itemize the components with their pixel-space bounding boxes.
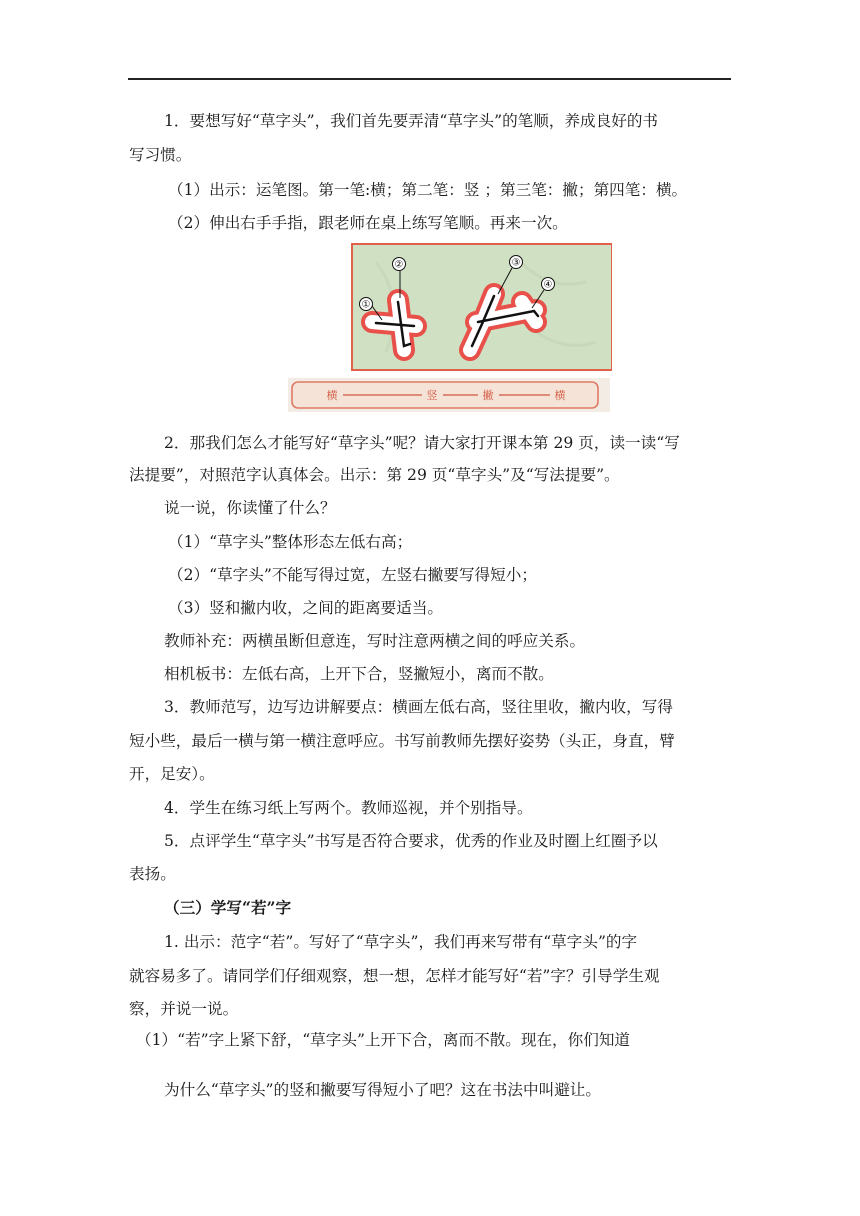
paragraph-5-line-2: 表扬。 <box>129 865 176 883</box>
step-1-number: ① <box>361 299 371 311</box>
discussion-prompt: 说一说，你读懂了什么？ <box>164 499 336 517</box>
paragraph-2-line-2: 法提要”，对照范字认真体会。出示：第 29 页“草字头”及“写法提要”。 <box>129 466 620 484</box>
step-2-number: ② <box>394 259 404 271</box>
paragraph-2-line-1: 2．那我们怎么才能写好“草字头”呢？请大家打开课本第 29 页，读一读“写 <box>164 434 680 452</box>
paragraph-6-line-3: 察，并说一说。 <box>129 1000 239 1018</box>
observation-item-1-continued: 为什么“草字头”的竖和撇要写得短小了吧？这在书法中叫避让。 <box>164 1081 601 1099</box>
teacher-supplement: 教师补充：两横虽断但意连，写时注意两横之间的呼应关系。 <box>164 632 586 650</box>
paragraph-3-line-2: 短小些，最后一横与第一横注意呼应。书写前教师先摆好姿势（头正，身直，臂 <box>129 732 675 750</box>
insight-item-1: （1）“草字头”整体形态左低右高； <box>168 533 413 551</box>
insight-item-3: （3）竖和撇内收，之间的距离要适当。 <box>168 599 444 617</box>
paragraph-1-line-2: 写习惯。 <box>129 146 192 164</box>
banner-label-2: 竖 <box>426 389 438 402</box>
paragraph-6-line-2: 就容易多了。请同学们仔细观察，想一想，怎样才能写好“若”字？引导学生观 <box>129 967 660 985</box>
finger-practice-item: （2）伸出右手手指，跟老师在桌上练写笔顺。再来一次。 <box>168 214 568 232</box>
paragraph-5-line-1: 5．点评学生“草字头”书写是否符合要求，优秀的作业及时圈上红圈予以 <box>164 832 658 850</box>
observation-item-1: （1）“若”字上紧下舒，“草字头”上开下合，离而不散。现在，你们知道 <box>136 1031 631 1049</box>
paragraph-4: 4．学生在练习纸上写两个。教师巡视，并个别指导。 <box>164 799 533 817</box>
paragraph-3-line-3: 开，足安）。 <box>129 765 215 783</box>
insight-item-2: （2）“草字头”不能写得过宽，左竖右撇要写得短小； <box>168 566 537 584</box>
banner-label-4: 横 <box>554 389 566 402</box>
stroke-order-item: （1）出示：运笔图。第一笔:横；第二笔：竖 ；第三笔：撇；第四笔：横。 <box>168 181 688 199</box>
paragraph-6-line-1: 1. 出示：范字“若”。写好了“草字头”，我们再来写带有“草字头”的字 <box>164 933 638 951</box>
paragraph-3-line-1: 3．教师范写，边写边讲解要点：横画左低右高，竖往里收，撇内收，写得 <box>164 698 673 716</box>
board-notes: 相机板书：左低右高，上开下合，竖撇短小，离而不散。 <box>164 665 554 683</box>
step-4-number: ④ <box>543 279 553 291</box>
header-rule <box>128 78 731 80</box>
section-heading: （三）学写“若”字 <box>164 898 292 917</box>
stroke-order-figure <box>286 242 612 416</box>
banner-label-1: 横 <box>326 389 338 402</box>
step-3-number: ③ <box>511 257 521 269</box>
paragraph-1-line-1: 1．要想写好“草字头”，我们首先要弄清“草字头”的笔顺，养成良好的书 <box>164 112 659 130</box>
banner-label-3: 撇 <box>482 389 494 402</box>
